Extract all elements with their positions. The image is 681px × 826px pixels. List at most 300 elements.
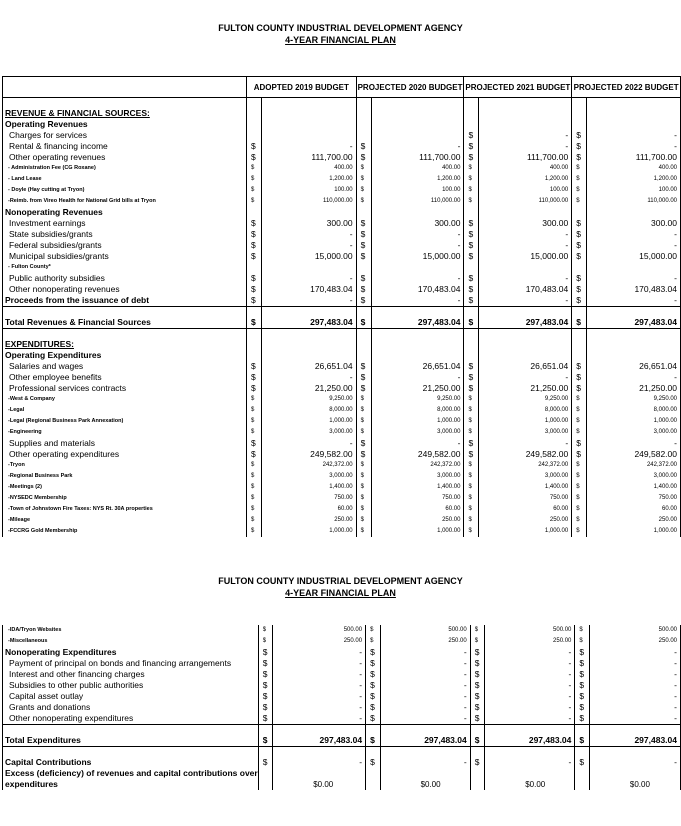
table-row xyxy=(3,515,681,526)
empty-cell xyxy=(587,307,681,318)
table-row xyxy=(3,372,681,383)
spacer-row xyxy=(3,307,681,318)
currency-cell xyxy=(247,350,262,361)
empty-cell xyxy=(380,725,470,736)
amount-cell: 100.00 xyxy=(371,185,464,196)
currency-cell: $ xyxy=(356,317,371,329)
empty-cell xyxy=(247,307,262,318)
amount-cell: 400.00 xyxy=(261,163,356,174)
row-label: Professional services contracts xyxy=(3,383,247,394)
currency-cell xyxy=(572,262,587,273)
row-label: -Miscellaneous xyxy=(3,636,259,647)
empty-cell xyxy=(575,725,589,736)
empty-cell xyxy=(3,98,247,109)
empty-cell xyxy=(261,329,356,340)
amount-cell: - xyxy=(587,438,681,449)
currency-cell: $ xyxy=(572,174,587,185)
currency-cell: $ xyxy=(247,504,262,515)
currency-cell: $ xyxy=(356,284,371,295)
amount-cell: 297,483.04 xyxy=(261,317,356,329)
amount-cell: 170,483.04 xyxy=(261,284,356,295)
table-row xyxy=(3,383,681,394)
currency-cell: $ xyxy=(575,702,589,713)
amount-cell: 100.00 xyxy=(587,185,681,196)
currency-cell xyxy=(464,350,479,361)
table-row xyxy=(3,504,681,515)
amount-cell: 3,000.00 xyxy=(479,427,572,438)
table-row xyxy=(3,438,681,449)
currency-cell: $ xyxy=(572,163,587,174)
table-row xyxy=(3,339,681,350)
amount-cell: 100.00 xyxy=(261,185,356,196)
currency-cell: $ xyxy=(247,361,262,372)
row-label: Federal subsidies/grants xyxy=(3,240,247,251)
currency-cell: $ xyxy=(356,295,371,307)
amount-cell: 8,000.00 xyxy=(261,405,356,416)
header-2020: PROJECTED 2020 BUDGET xyxy=(356,77,464,98)
currency-cell xyxy=(247,339,262,350)
table-row xyxy=(3,273,681,284)
row-label: -Legal xyxy=(3,405,247,416)
amount-cell: 300.00 xyxy=(371,218,464,229)
currency-cell: $ xyxy=(572,152,587,163)
row-label: Operating Revenues xyxy=(3,119,247,130)
currency-cell: $ xyxy=(572,471,587,482)
currency-cell: $ xyxy=(356,504,371,515)
currency-cell: $ xyxy=(572,284,587,295)
row-label: Capital asset outlay xyxy=(3,691,259,702)
table-row xyxy=(3,460,681,471)
amount-cell: 60.00 xyxy=(371,504,464,515)
amount-cell: 15,000.00 xyxy=(371,251,464,262)
amount-cell: 111,700.00 xyxy=(371,152,464,163)
row-label: Salaries and wages xyxy=(3,361,247,372)
table-row xyxy=(3,317,681,329)
spacer-row xyxy=(3,747,681,758)
amount-cell: 9,250.00 xyxy=(587,394,681,405)
currency-cell xyxy=(572,119,587,130)
amount-cell: 250.00 xyxy=(479,515,572,526)
empty-cell xyxy=(371,307,464,318)
row-label: State subsidies/grants xyxy=(3,229,247,240)
table-row xyxy=(3,691,681,702)
table-row xyxy=(3,295,681,307)
amount-cell: 110,000.00 xyxy=(479,196,572,207)
table-row xyxy=(3,702,681,713)
row-label: Other employee benefits xyxy=(3,372,247,383)
currency-cell: $ xyxy=(247,471,262,482)
amount-cell xyxy=(479,119,572,130)
empty-cell xyxy=(464,329,479,340)
currency-cell: $ xyxy=(464,504,479,515)
currency-cell: $ xyxy=(366,669,380,680)
amount-cell: - xyxy=(485,647,575,658)
amount-cell: - xyxy=(273,680,366,691)
amount-cell: 8,000.00 xyxy=(587,405,681,416)
currency-cell: $ xyxy=(356,493,371,504)
currency-cell: $ xyxy=(247,295,262,307)
currency-cell: $ xyxy=(572,482,587,493)
currency-cell: $ xyxy=(575,757,589,768)
currency-cell xyxy=(366,779,380,790)
row-label: -NYSEDC Membership xyxy=(3,493,247,504)
table-row xyxy=(3,251,681,262)
amount-cell: - xyxy=(479,372,572,383)
currency-cell: $ xyxy=(572,251,587,262)
currency-cell: $ xyxy=(356,394,371,405)
currency-cell: $ xyxy=(470,636,484,647)
currency-cell: $ xyxy=(356,515,371,526)
currency-cell: $ xyxy=(247,163,262,174)
currency-cell xyxy=(464,262,479,273)
amount-cell: 3,000.00 xyxy=(587,427,681,438)
currency-cell: $ xyxy=(247,427,262,438)
currency-cell: $ xyxy=(575,735,589,747)
amount-cell: - xyxy=(261,240,356,251)
currency-cell: $ xyxy=(572,196,587,207)
amount-cell: 3,000.00 xyxy=(261,471,356,482)
amount-cell: 250.00 xyxy=(261,515,356,526)
currency-cell: $ xyxy=(356,361,371,372)
currency-cell: $ xyxy=(464,482,479,493)
currency-cell: $ xyxy=(247,416,262,427)
currency-cell: $ xyxy=(464,471,479,482)
amount-cell: 249,582.00 xyxy=(261,449,356,460)
amount-cell: 300.00 xyxy=(587,218,681,229)
amount-cell: 400.00 xyxy=(587,163,681,174)
currency-cell: $ xyxy=(247,284,262,295)
empty-cell xyxy=(485,725,575,736)
currency-cell: $ xyxy=(247,460,262,471)
empty-cell xyxy=(261,98,356,109)
table-row xyxy=(3,163,681,174)
table-row xyxy=(3,757,681,768)
currency-cell xyxy=(470,768,484,779)
amount-cell: - xyxy=(273,757,366,768)
currency-cell: $ xyxy=(572,526,587,537)
row-label: -Town of Johnstown Fire Taxes: NYS Rt. 30A properties xyxy=(3,504,247,515)
currency-cell: $ xyxy=(247,141,262,152)
amount-cell: 400.00 xyxy=(479,163,572,174)
row-label: Investment earnings xyxy=(3,218,247,229)
currency-cell: $ xyxy=(464,218,479,229)
amount-cell: 750.00 xyxy=(261,493,356,504)
empty-cell xyxy=(356,98,371,109)
table-row xyxy=(3,405,681,416)
currency-cell: $ xyxy=(572,141,587,152)
row-label: - Fulton County* xyxy=(3,262,247,273)
currency-cell: $ xyxy=(356,471,371,482)
currency-cell xyxy=(247,130,262,141)
currency-cell: $ xyxy=(258,680,272,691)
amount-cell: 750.00 xyxy=(587,493,681,504)
currency-cell xyxy=(575,768,589,779)
currency-cell: $ xyxy=(572,504,587,515)
amount-cell: 111,700.00 xyxy=(587,152,681,163)
empty-cell xyxy=(587,98,681,109)
currency-cell: $ xyxy=(247,438,262,449)
amount-cell: 111,700.00 xyxy=(261,152,356,163)
empty-cell xyxy=(261,307,356,318)
amount-cell: - xyxy=(273,691,366,702)
amount-cell: 297,483.04 xyxy=(589,735,680,747)
amount-cell: 249,582.00 xyxy=(479,449,572,460)
amount-cell: - xyxy=(380,691,470,702)
amount-cell: - xyxy=(589,647,680,658)
amount-cell: 15,000.00 xyxy=(261,251,356,262)
currency-cell: $ xyxy=(366,702,380,713)
currency-cell: $ xyxy=(366,735,380,747)
currency-cell: $ xyxy=(572,383,587,394)
row-label: -FCCRG Gold Membership xyxy=(3,526,247,537)
amount-cell xyxy=(380,768,470,779)
table-row xyxy=(3,119,681,130)
amount-cell xyxy=(261,262,356,273)
empty-cell xyxy=(273,725,366,736)
amount-cell: 111,700.00 xyxy=(479,152,572,163)
currency-cell: $ xyxy=(464,251,479,262)
amount-cell: - xyxy=(273,713,366,725)
header-2019: ADOPTED 2019 BUDGET xyxy=(247,77,357,98)
page-title-2: FULTON COUNTY INDUSTRIAL DEVELOPMENT AGENCY xyxy=(218,576,463,586)
table-row xyxy=(3,240,681,251)
currency-cell: $ xyxy=(572,405,587,416)
amount-cell xyxy=(371,350,464,361)
amount-cell: 500.00 xyxy=(485,625,575,636)
currency-cell: $ xyxy=(366,713,380,725)
table-row xyxy=(3,713,681,725)
currency-cell: $ xyxy=(464,449,479,460)
currency-cell: $ xyxy=(366,625,380,636)
currency-cell xyxy=(575,779,589,790)
empty-cell xyxy=(366,747,380,758)
currency-cell: $ xyxy=(247,372,262,383)
empty-cell xyxy=(479,98,572,109)
amount-cell: 8,000.00 xyxy=(479,405,572,416)
amount-cell: 1,200.00 xyxy=(587,174,681,185)
amount-cell: 100.00 xyxy=(479,185,572,196)
amount-cell: - xyxy=(479,438,572,449)
amount-cell: - xyxy=(587,229,681,240)
currency-cell: $ xyxy=(470,713,484,725)
currency-cell: $ xyxy=(366,680,380,691)
header-2021: PROJECTED 2021 BUDGET xyxy=(464,77,572,98)
currency-cell xyxy=(356,350,371,361)
currency-cell: $ xyxy=(470,757,484,768)
currency-cell: $ xyxy=(258,713,272,725)
row-label: -Engineering xyxy=(3,427,247,438)
currency-cell: $ xyxy=(464,526,479,537)
currency-cell: $ xyxy=(464,416,479,427)
amount-cell: - xyxy=(587,273,681,284)
amount-cell: - xyxy=(485,702,575,713)
amount-cell: - xyxy=(371,372,464,383)
row-label: -IDA/Tryon Websites xyxy=(3,625,259,636)
table-row xyxy=(3,647,681,658)
currency-cell: $ xyxy=(247,218,262,229)
currency-cell: $ xyxy=(356,427,371,438)
currency-cell: $ xyxy=(356,251,371,262)
amount-cell: 3,000.00 xyxy=(371,427,464,438)
amount-cell: - xyxy=(371,229,464,240)
currency-cell: $ xyxy=(247,493,262,504)
amount-cell: 60.00 xyxy=(479,504,572,515)
amount-cell: 242,372.00 xyxy=(587,460,681,471)
amount-cell xyxy=(371,339,464,350)
row-label: Total Revenues & Financial Sources xyxy=(3,317,247,329)
table-row xyxy=(3,284,681,295)
amount-cell: - xyxy=(371,240,464,251)
amount-cell: 9,250.00 xyxy=(371,394,464,405)
amount-cell: - xyxy=(261,273,356,284)
currency-cell: $ xyxy=(356,273,371,284)
currency-cell: $ xyxy=(572,394,587,405)
row-label: Other nonoperating revenues xyxy=(3,284,247,295)
page-title: FULTON COUNTY INDUSTRIAL DEVELOPMENT AGENCY xyxy=(218,23,463,33)
currency-cell: $ xyxy=(464,141,479,152)
currency-cell: $ xyxy=(464,196,479,207)
currency-cell: $ xyxy=(366,647,380,658)
page-subtitle-2: 4-YEAR FINANCIAL PLAN xyxy=(285,588,396,598)
currency-cell: $ xyxy=(356,152,371,163)
amount-cell: - xyxy=(380,713,470,725)
empty-cell xyxy=(464,307,479,318)
table-row xyxy=(3,174,681,185)
table-row xyxy=(3,185,681,196)
amount-cell: 1,200.00 xyxy=(261,174,356,185)
amount-cell: - xyxy=(273,702,366,713)
table-row xyxy=(3,361,681,372)
currency-cell: $ xyxy=(247,482,262,493)
table-row xyxy=(3,636,681,647)
amount-cell: - xyxy=(371,141,464,152)
amount-cell: - xyxy=(589,691,680,702)
amount-cell: - xyxy=(589,702,680,713)
amount-cell xyxy=(261,130,356,141)
currency-cell: $ xyxy=(575,647,589,658)
currency-cell: $ xyxy=(258,658,272,669)
spacer-row xyxy=(3,725,681,736)
amount-cell: - xyxy=(587,141,681,152)
amount-cell: 9,250.00 xyxy=(261,394,356,405)
currency-cell: $ xyxy=(258,702,272,713)
amount-cell xyxy=(587,108,681,119)
currency-cell: $ xyxy=(258,669,272,680)
amount-cell: 60.00 xyxy=(587,504,681,515)
amount-cell: 500.00 xyxy=(273,625,366,636)
currency-cell: $ xyxy=(247,526,262,537)
amount-cell: 8,000.00 xyxy=(371,405,464,416)
currency-cell: $ xyxy=(572,240,587,251)
row-label: - Doyle (Hay cutting at Tryon) xyxy=(3,185,247,196)
row-label: -Mileage xyxy=(3,515,247,526)
amount-cell: 3,000.00 xyxy=(479,471,572,482)
currency-cell: $ xyxy=(572,229,587,240)
row-label: -Legal (Regional Business Park Annexation) xyxy=(3,416,247,427)
row-label: Supplies and materials xyxy=(3,438,247,449)
table-row xyxy=(3,196,681,207)
amount-cell: 500.00 xyxy=(589,625,680,636)
currency-cell: $ xyxy=(464,372,479,383)
amount-cell xyxy=(587,207,681,218)
amount-cell: 250.00 xyxy=(589,636,680,647)
empty-cell xyxy=(3,725,259,736)
row-label: EXPENDITURES: xyxy=(3,339,247,350)
currency-cell: $ xyxy=(464,515,479,526)
currency-cell: $ xyxy=(464,460,479,471)
amount-cell: - xyxy=(479,229,572,240)
currency-cell: $ xyxy=(356,185,371,196)
currency-cell: $ xyxy=(356,218,371,229)
amount-cell: - xyxy=(273,647,366,658)
row-label: Proceeds from the issuance of debt xyxy=(3,295,247,307)
amount-cell: 1,000.00 xyxy=(587,526,681,537)
currency-cell: $ xyxy=(356,141,371,152)
currency-cell: $ xyxy=(572,438,587,449)
currency-cell: $ xyxy=(470,658,484,669)
amount-cell: 15,000.00 xyxy=(479,251,572,262)
amount-cell: 297,483.04 xyxy=(371,317,464,329)
row-label: Interest and other financing charges xyxy=(3,669,259,680)
amount-cell: - xyxy=(485,691,575,702)
table-row xyxy=(3,394,681,405)
row-label: Excess (deficiency) of revenues and capital contributions over xyxy=(3,768,259,779)
amount-cell: - xyxy=(479,141,572,152)
currency-cell xyxy=(464,119,479,130)
row-label: Nonoperating Revenues xyxy=(3,207,247,218)
table-row xyxy=(3,625,681,636)
currency-cell: $ xyxy=(464,240,479,251)
amount-cell: - xyxy=(261,141,356,152)
amount-cell: 21,250.00 xyxy=(261,383,356,394)
currency-cell: $ xyxy=(356,383,371,394)
amount-cell xyxy=(485,768,575,779)
currency-cell xyxy=(356,339,371,350)
amount-cell: - xyxy=(485,669,575,680)
currency-cell: $ xyxy=(575,636,589,647)
currency-cell: $ xyxy=(258,636,272,647)
amount-cell: 750.00 xyxy=(371,493,464,504)
row-label: -West & Company xyxy=(3,394,247,405)
amount-cell xyxy=(261,350,356,361)
amount-cell xyxy=(479,108,572,119)
amount-cell xyxy=(587,119,681,130)
currency-cell xyxy=(464,339,479,350)
currency-cell: $ xyxy=(470,702,484,713)
table-row xyxy=(3,779,681,790)
amount-cell: 1,000.00 xyxy=(261,526,356,537)
currency-cell: $ xyxy=(575,625,589,636)
empty-cell xyxy=(3,747,259,758)
currency-cell: $ xyxy=(247,240,262,251)
currency-cell: $ xyxy=(470,680,484,691)
amount-cell xyxy=(479,339,572,350)
amount-cell: - xyxy=(380,647,470,658)
currency-cell: $ xyxy=(575,658,589,669)
amount-cell: 110,000.00 xyxy=(261,196,356,207)
currency-cell: $ xyxy=(470,735,484,747)
currency-cell xyxy=(572,207,587,218)
empty-cell xyxy=(587,329,681,340)
amount-cell: 3,000.00 xyxy=(587,471,681,482)
currency-cell: $ xyxy=(247,196,262,207)
amount-cell: - xyxy=(485,680,575,691)
table-row xyxy=(3,416,681,427)
amount-cell: - xyxy=(479,130,572,141)
amount-cell: - xyxy=(380,680,470,691)
currency-cell: $ xyxy=(470,647,484,658)
currency-cell: $ xyxy=(366,658,380,669)
